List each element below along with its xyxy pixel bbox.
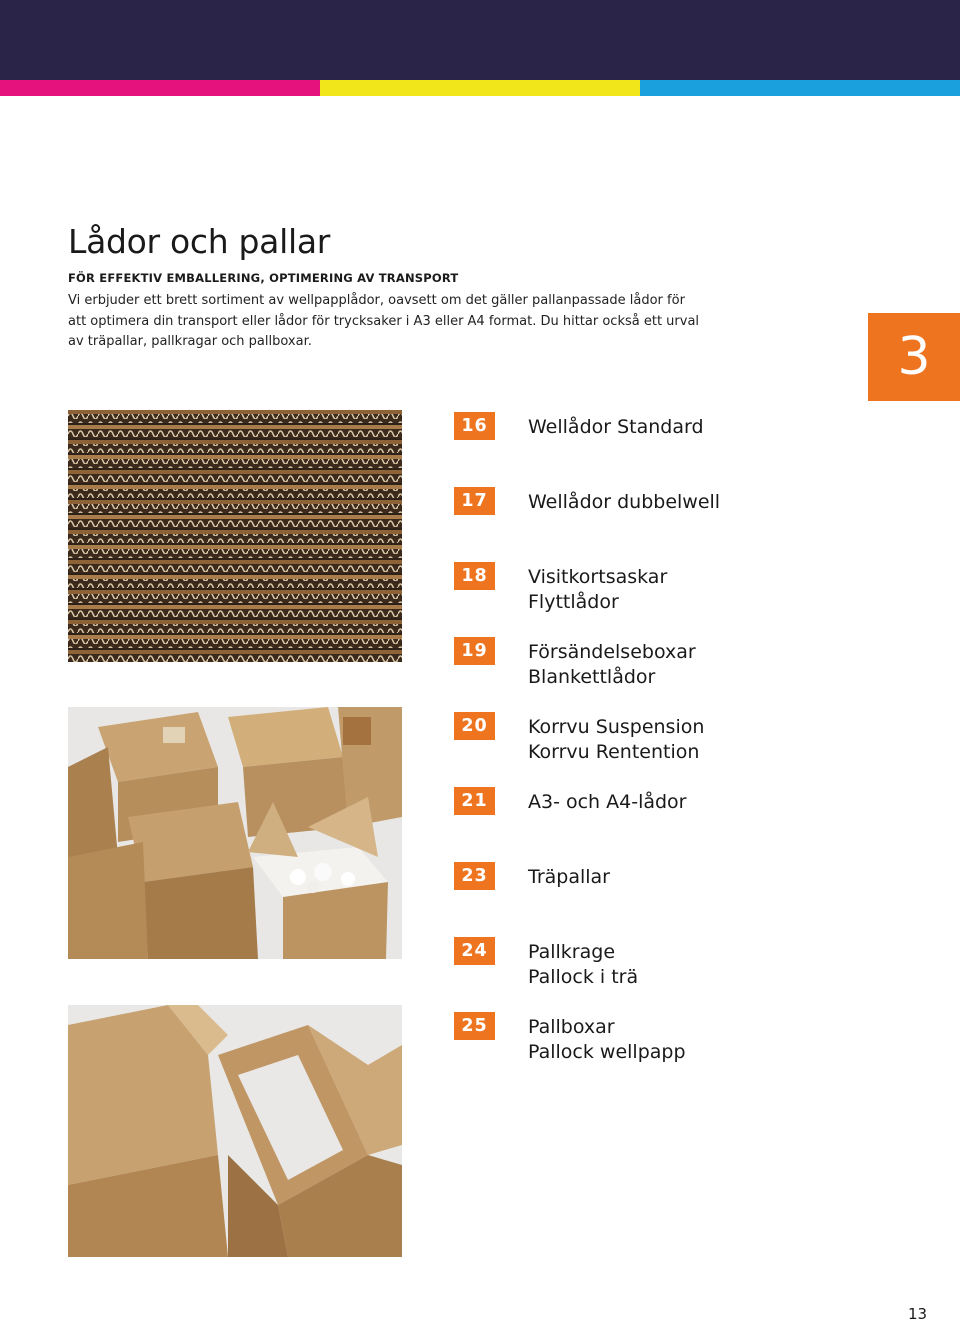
toc-line: Wellådor dubbelwell xyxy=(528,491,721,513)
toc-page-badge: 16 xyxy=(454,412,495,440)
toc-label xyxy=(528,640,696,690)
toc-entry[interactable] xyxy=(454,712,704,765)
toc-label xyxy=(528,415,704,440)
toc-page-badge: 23 xyxy=(454,862,495,890)
toc-page-badge: 19 xyxy=(454,637,495,665)
toc-entry[interactable] xyxy=(454,937,638,990)
open-boxes-photo xyxy=(68,1005,402,1257)
toc-line: Korrvu Rentention xyxy=(528,741,700,763)
toc-page-badge: 24 xyxy=(454,937,495,965)
toc-page-badge: 17 xyxy=(454,487,495,515)
toc-label xyxy=(528,715,704,765)
toc-label xyxy=(528,940,638,990)
stripe-cyan xyxy=(640,80,960,96)
toc-line: Pallboxar xyxy=(528,1016,615,1038)
toc-entry[interactable] xyxy=(454,862,610,890)
toc-line: A3- och A4-lådor xyxy=(528,791,687,813)
page-subtitle: FÖR EFFEKTIV EMBALLERING, OPTIMERING AV TRANSPORT xyxy=(68,271,459,285)
toc-page-badge: 25 xyxy=(454,1012,495,1040)
toc-entry[interactable] xyxy=(454,1012,686,1065)
intro-line: att optimera din transport eller lådor för trycksaker i A3 eller A4 format. Du hittar också ett urval xyxy=(68,313,700,329)
toc-line: Träpallar xyxy=(528,866,610,888)
toc-page-badge: 21 xyxy=(454,787,495,815)
toc-label xyxy=(528,865,610,890)
toc-page-badge: 18 xyxy=(454,562,495,590)
toc-line: Wellådor Standard xyxy=(528,416,704,438)
toc-line: Försändelseboxar xyxy=(528,641,696,663)
toc-page-badge: 20 xyxy=(454,712,495,740)
color-stripes xyxy=(0,80,960,96)
toc-label xyxy=(528,490,720,515)
toc-entry[interactable] xyxy=(454,412,704,440)
chapter-tab: 3 xyxy=(868,313,960,401)
toc-entry[interactable] xyxy=(454,562,667,615)
page-number: 13 xyxy=(908,1305,928,1323)
toc-entry[interactable] xyxy=(454,787,687,815)
stripe-yellow xyxy=(320,80,640,96)
toc-line: Pallock wellpapp xyxy=(528,1041,686,1063)
header-bar xyxy=(0,0,960,80)
stripe-magenta xyxy=(0,80,320,96)
toc-line: Pallock i trä xyxy=(528,966,639,988)
toc-entry[interactable] xyxy=(454,637,696,690)
corrugated-cardboard-photo xyxy=(68,410,402,662)
page-title: Lådor och pallar xyxy=(68,222,331,261)
toc-line: Flyttlådor xyxy=(528,591,619,613)
toc-line: Visitkortsaskar xyxy=(528,566,668,588)
toc-line: Korrvu Suspension xyxy=(528,716,705,738)
intro-line: av träpallar, pallkragar och pallboxar. xyxy=(68,334,312,349)
toc-label xyxy=(528,565,667,615)
toc-entry[interactable] xyxy=(454,487,720,515)
intro-line: Vi erbjuder ett brett sortiment av wellpapplådor, oavsett om det gäller pallanpassade lådor för xyxy=(68,293,685,308)
toc-line: Pallkrage xyxy=(528,941,616,963)
toc-label xyxy=(528,790,687,815)
toc-label xyxy=(528,1015,686,1065)
cardboard-boxes-photo xyxy=(68,707,402,959)
toc-line: Blankettlådor xyxy=(528,666,656,688)
intro-paragraph xyxy=(68,291,700,353)
